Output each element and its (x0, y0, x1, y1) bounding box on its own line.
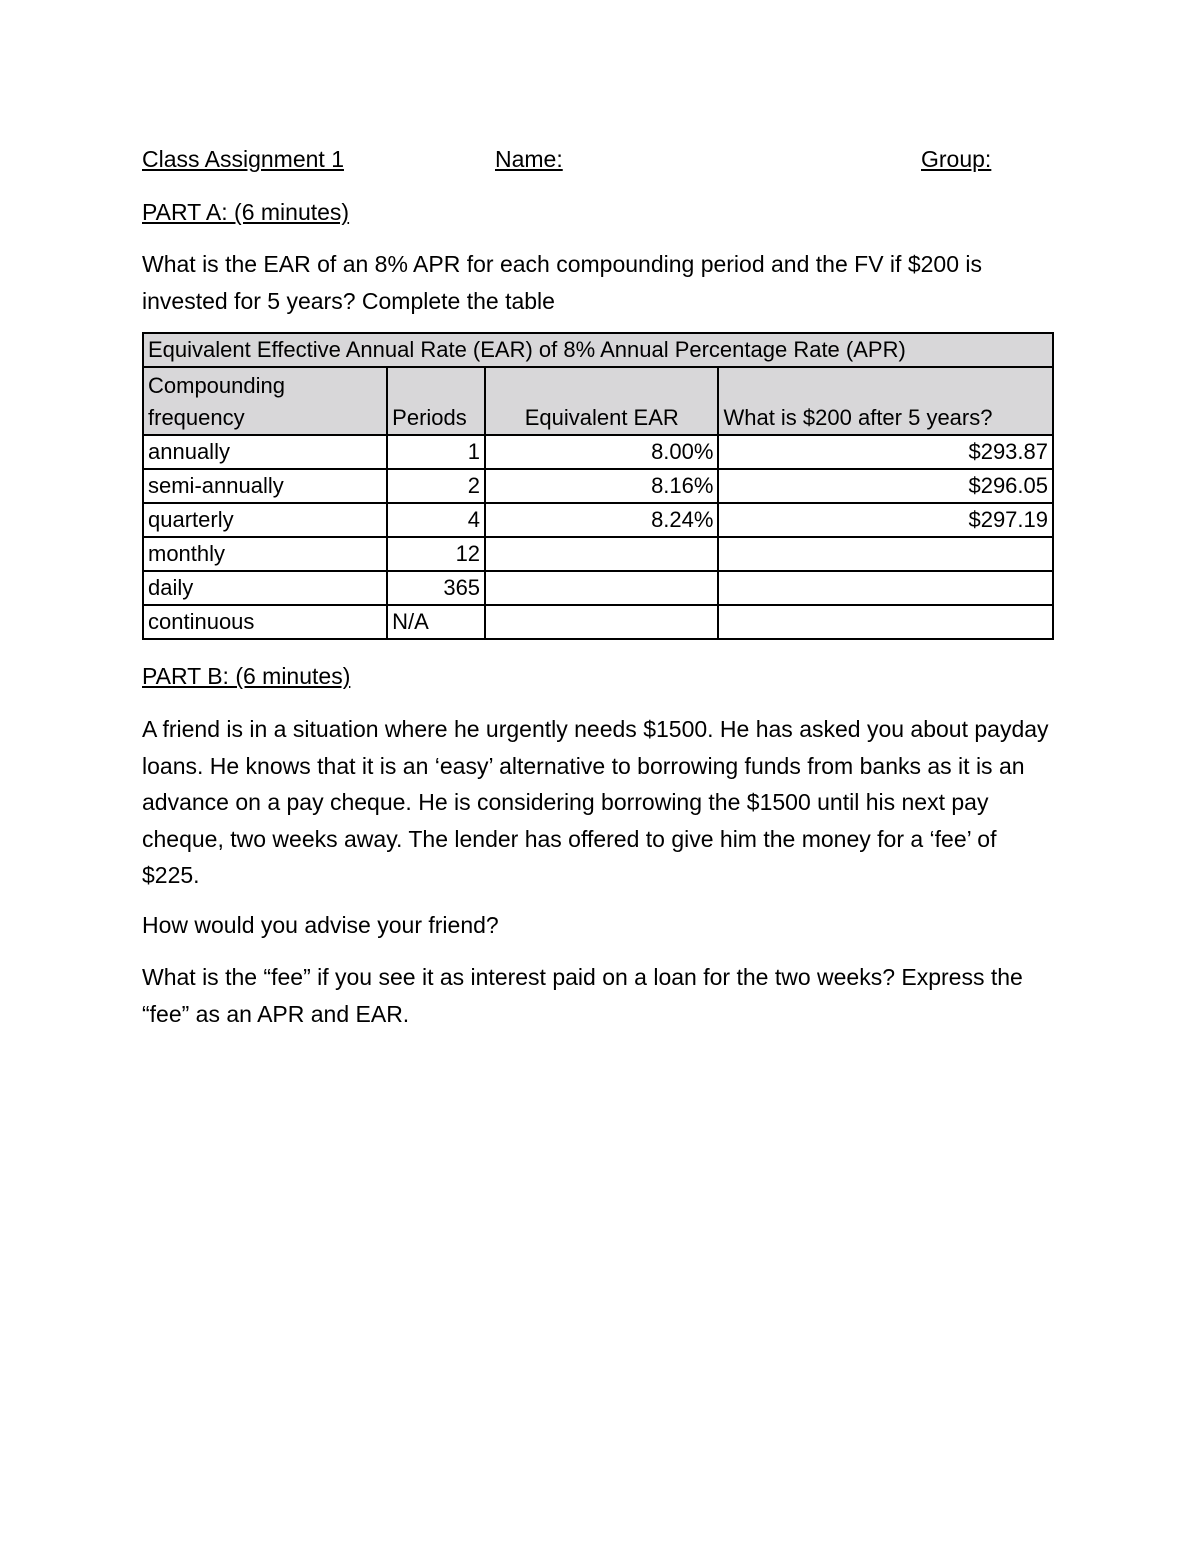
part-a-question: What is the EAR of an 8% APR for each compounding period and the FV if $200 is invested for 5 years? Complete the table (142, 251, 982, 314)
header-compounding-frequency: Compounding frequency (143, 367, 387, 435)
cell-ear (485, 537, 718, 571)
cell-fv: $297.19 (718, 503, 1053, 537)
cell-frequency: monthly (143, 537, 387, 571)
table-header-row (143, 367, 1053, 435)
header-equivalent-ear: Equivalent EAR (485, 367, 718, 435)
cell-frequency: daily (143, 571, 387, 605)
cell-periods: 12 (387, 537, 485, 571)
cell-fv (718, 571, 1053, 605)
cell-ear: 8.00% (485, 435, 718, 469)
cell-fv (718, 537, 1053, 571)
cell-fv (718, 605, 1053, 639)
cell-ear: 8.16% (485, 469, 718, 503)
assignment-title: Class Assignment 1 (142, 146, 344, 172)
header-future-value: What is $200 after 5 years? (718, 367, 1053, 435)
part-b-heading: PART B: (6 minutes) (142, 663, 351, 689)
cell-periods: N/A (387, 605, 485, 639)
cell-frequency: quarterly (143, 503, 387, 537)
cell-ear: 8.24% (485, 503, 718, 537)
cell-frequency: continuous (143, 605, 387, 639)
cell-periods: 1 (387, 435, 485, 469)
table-title-row (143, 333, 1053, 367)
part-b-question-fee: What is the “fee” if you see it as interest paid on a loan for the two weeks? Express the “fee” as an APR and EAR. (142, 964, 1023, 1027)
name-label: Name: (495, 146, 563, 172)
cell-periods: 2 (387, 469, 485, 503)
header-periods: Periods (387, 367, 485, 435)
cell-periods: 365 (387, 571, 485, 605)
cell-fv: $293.87 (718, 435, 1053, 469)
table-row (143, 571, 1053, 605)
group-label: Group: (921, 146, 992, 172)
table-row (143, 503, 1053, 537)
cell-frequency: annually (143, 435, 387, 469)
table-row (143, 537, 1053, 571)
part-b-question-advise: How would you advise your friend? (142, 912, 499, 938)
table-row (143, 435, 1053, 469)
table-row (143, 469, 1053, 503)
cell-frequency: semi-annually (143, 469, 387, 503)
table-row (143, 605, 1053, 639)
cell-fv: $296.05 (718, 469, 1053, 503)
cell-ear (485, 605, 718, 639)
cell-periods: 4 (387, 503, 485, 537)
part-a-heading: PART A: (6 minutes) (142, 199, 350, 225)
ear-table (142, 332, 1054, 640)
part-b-scenario: A friend is in a situation where he urgently needs $1500. He has asked you about payday loans. He knows that it is an ‘easy’ alternative to borrowing funds from banks as it is an advance on a pay cheque. He is considering borrowing the $1500 until his next pay cheque, two weeks away. The lender has offered to give him the money for a ‘fee’ of $225. (142, 716, 1049, 888)
cell-ear (485, 571, 718, 605)
table-title: Equivalent Effective Annual Rate (EAR) of 8% Annual Percentage Rate (APR) (143, 333, 1053, 367)
